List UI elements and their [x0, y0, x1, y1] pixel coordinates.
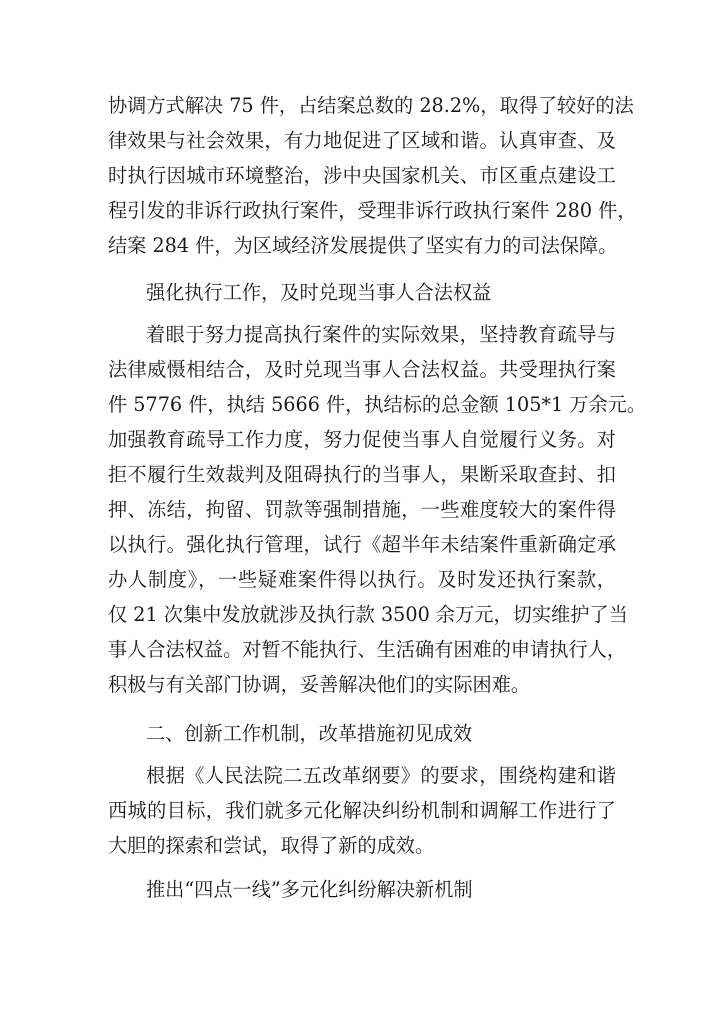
paragraph-line: 西城的目标，我们就多元化解决纠纷机制和调解工作进行了: [108, 799, 616, 822]
paragraph-line: 法律威慑相结合，及时兑现当事人合法权益。共受理执行案: [108, 358, 616, 381]
paragraph-line: 程引发的非诉行政执行案件，受理非诉行政执行案件 280 件，: [108, 199, 637, 222]
paragraph-line: 大胆的探索和尝试，取得了新的成效。: [108, 834, 435, 857]
paragraph-line: 办人制度》，一些疑难案件得以执行。及时发还执行案款，: [108, 568, 616, 591]
section-heading: 推出“四点一线”多元化纠纷解决新机制: [146, 878, 473, 901]
paragraph-line: 积极与有关部门协调，妥善解决他们的实际困难。: [108, 673, 531, 696]
paragraph-line: 结案 284 件，为区域经济发展提供了坚实有力的司法保障。: [108, 234, 618, 257]
paragraph-line: 律效果与社会效果，有力地促进了区域和谐。认真审查、及: [108, 129, 616, 152]
section-heading: 二、创新工作机制，改革措施初见成效: [146, 722, 473, 745]
paragraph-line: 拒不履行生效裁判及阻碍执行的当事人，果断采取查封、扣: [108, 463, 616, 486]
paragraph-line: 加强教育疏导工作力度，努力促使当事人自觉履行义务。对: [108, 428, 616, 451]
paragraph-line: 根据《人民法院二五改革纲要》的要求，围绕构建和谐: [146, 764, 616, 787]
paragraph-line: 事人合法权益。对暂不能执行、生活确有困难的申请执行人，: [108, 638, 627, 661]
paragraph-line: 时执行因城市环境整治，涉中央国家机关、市区重点建设工: [108, 164, 616, 187]
section-heading: 强化执行工作，及时兑现当事人合法权益: [146, 281, 492, 304]
paragraph-line: 协调方式解决 75 件，占结案总数的 28.2%，取得了较好的法: [108, 94, 634, 117]
paragraph-line: 着眼于努力提高执行案件的实际效果，坚持教育疏导与: [146, 323, 616, 346]
paragraph-line: 以执行。强化执行管理，试行《超半年未结案件重新确定承: [108, 533, 616, 556]
paragraph-line: 押、冻结，拘留、罚款等强制措施，一些难度较大的案件得: [108, 498, 616, 521]
paragraph-line: 件 5776 件，执结 5666 件，执结标的总金额 105*1 万余元。: [108, 393, 647, 416]
paragraph-line: 仅 21 次集中发放就涉及执行款 3500 余万元，切实维护了当: [108, 603, 628, 626]
